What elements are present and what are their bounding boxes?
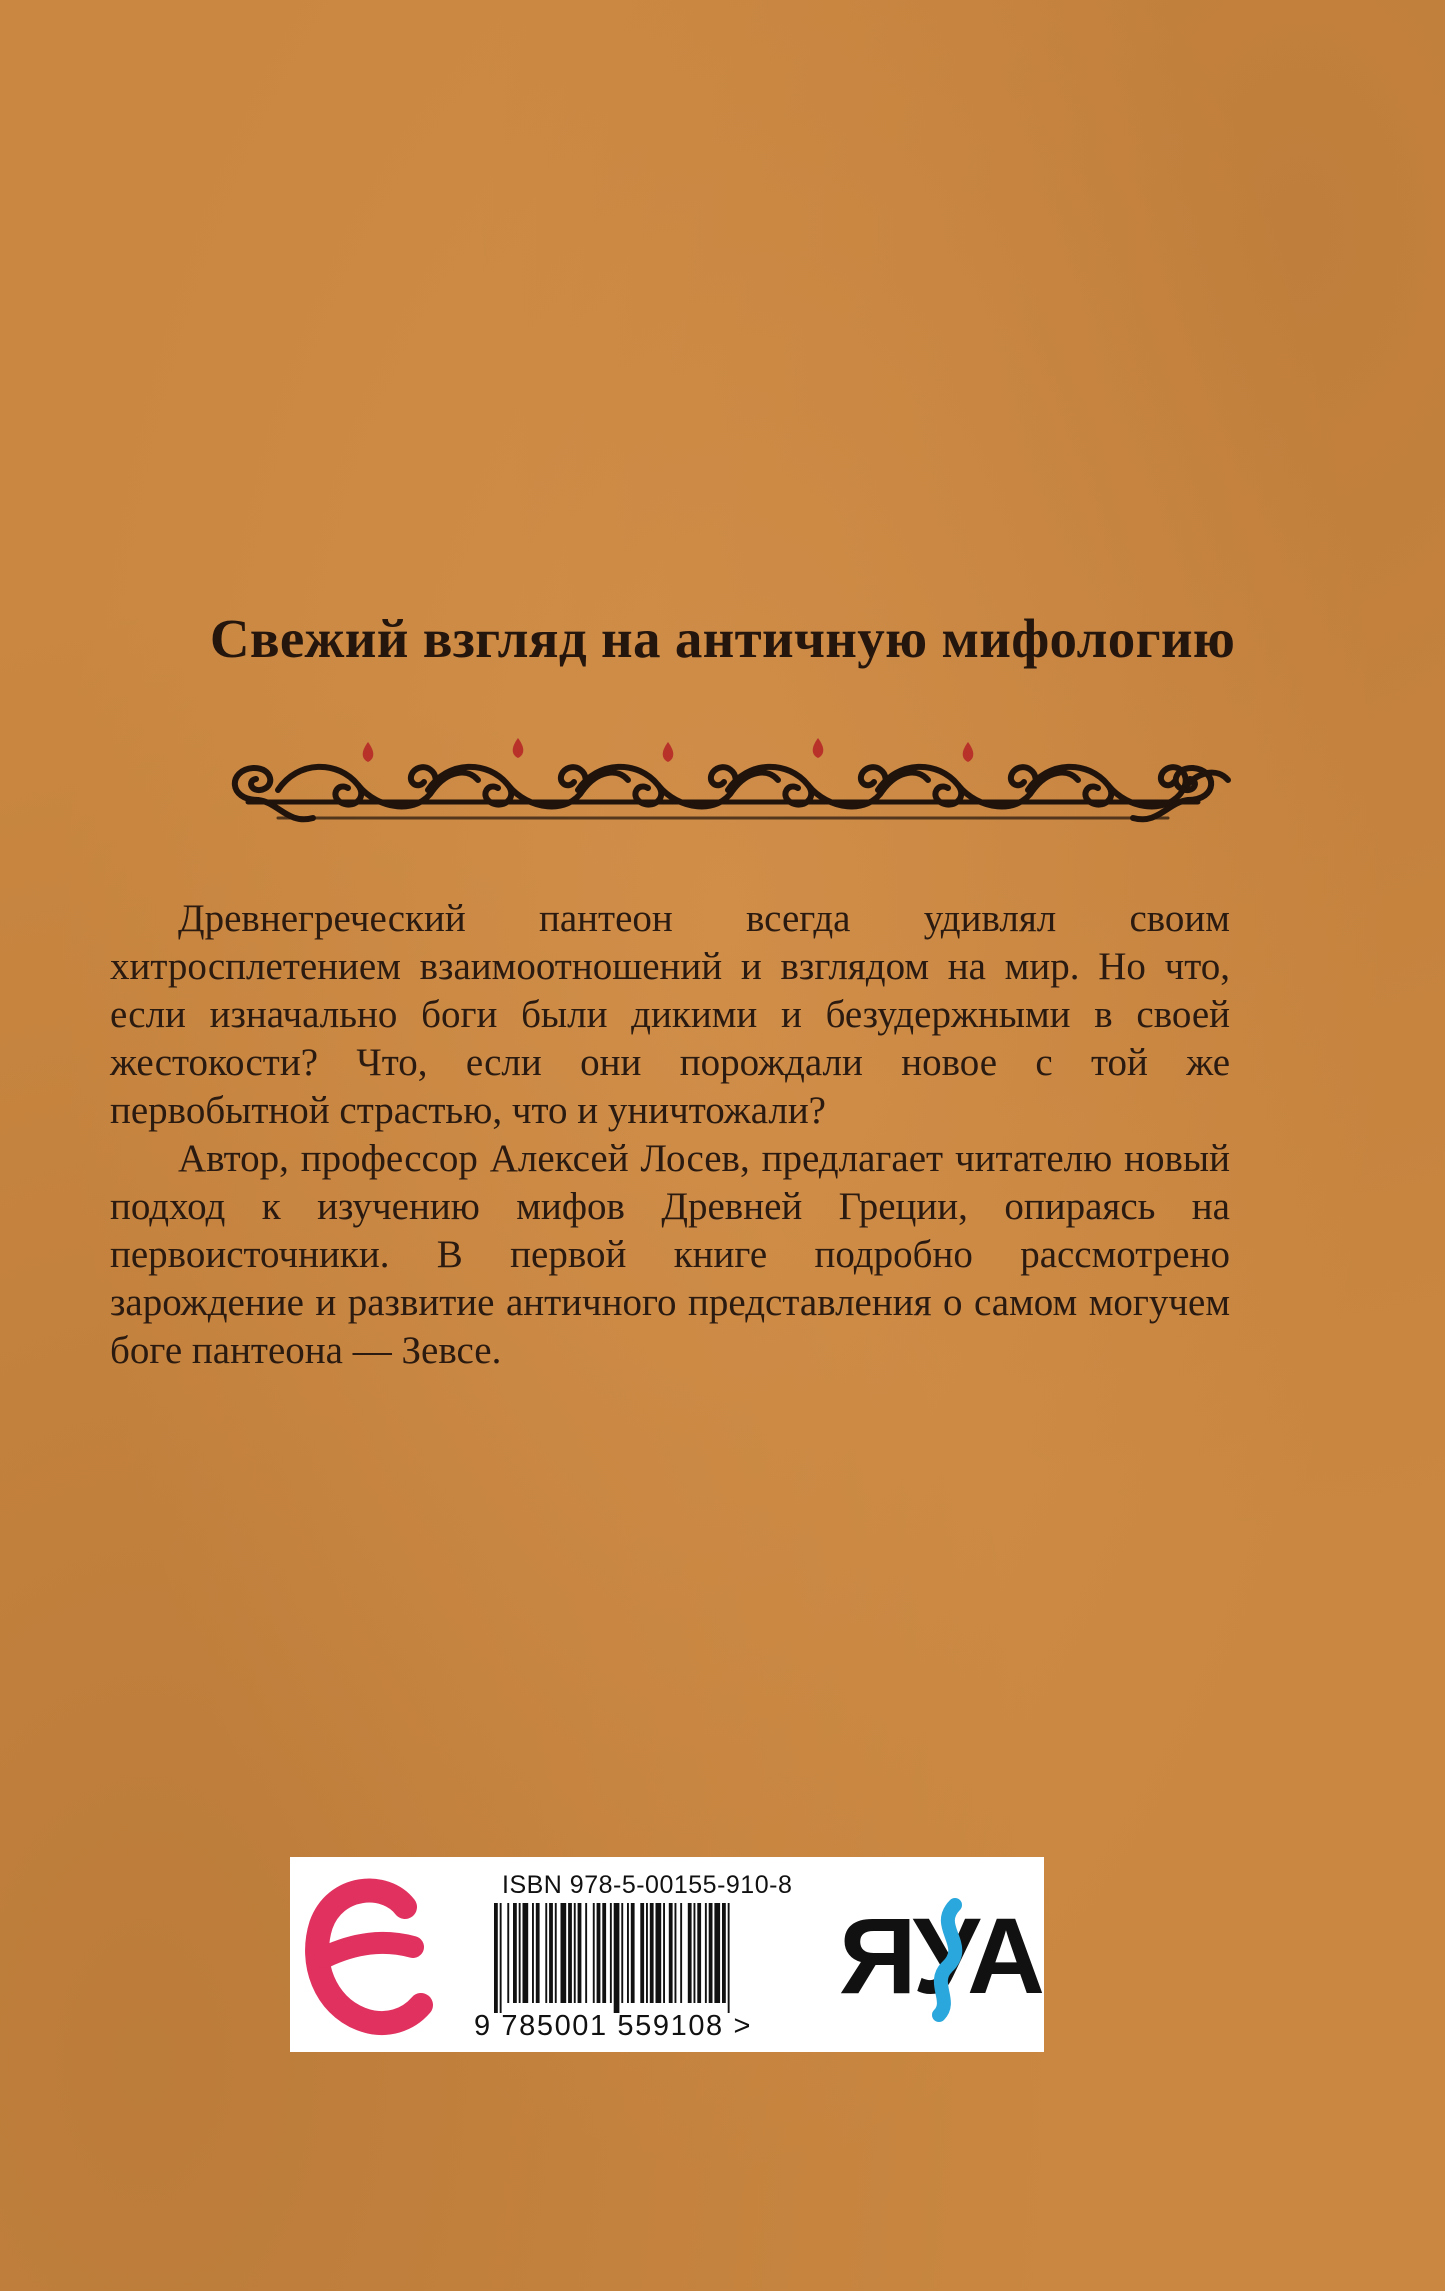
svg-text:А: А	[967, 1895, 1045, 2016]
barcode-bar	[688, 1903, 692, 2003]
barcode-bar	[519, 1903, 521, 2003]
barcode-bar	[549, 1903, 553, 2003]
barcode-bar	[663, 1903, 665, 2003]
barcode-bar	[722, 1903, 726, 2003]
barcode-bar	[714, 1903, 720, 2003]
isbn-number: ISBN 978-5-00155-910-8	[502, 1871, 793, 1899]
barcode-bar	[650, 1903, 654, 2003]
barcode-bar	[602, 1903, 606, 2003]
barcode-bar	[610, 1903, 612, 2003]
barcode-bar	[697, 1903, 701, 2003]
barcode-bar	[597, 1903, 601, 2003]
barcode-bar	[545, 1903, 547, 2003]
barcode	[490, 1903, 830, 2013]
decorative-scroll-ornament-icon	[218, 730, 1228, 845]
barcode-bar	[494, 1903, 498, 2013]
svg-text:ЯУ: ЯУ	[839, 1895, 976, 2016]
barcode-bar	[621, 1903, 623, 2003]
barcode-bar	[709, 1903, 713, 2003]
barcode-bar	[680, 1903, 682, 2003]
description-paragraph-2: Автор, профессор Алексей Лосев, предлагает читателю новый подход к изучению мифов Древней Греции, опираясь на первоисточники. В первой книге подробно рассмотрено зарождение и развитие античного представления о самом могучем боге пантеона — Зевсе.	[110, 1137, 1230, 1372]
barcode-bar	[568, 1903, 572, 2003]
barcode-bar	[646, 1903, 648, 2003]
barcode-bar	[507, 1903, 509, 2003]
barcode-bar	[532, 1903, 534, 2003]
description-paragraph-1: Древнегреческий пантеон всегда удивлял своим хитросплетением взаимоотношений и взглядом на мир. Но что, если изначально боги были дикими и безудержными в своей жестокости? Что, если они порождали новое с той же первобытной страстью, что и уничтожали?	[110, 897, 1230, 1132]
barcode-bar	[523, 1903, 529, 2003]
barcode-bar	[574, 1903, 576, 2003]
barcode-bar	[675, 1903, 677, 2003]
barcode-bar	[627, 1903, 629, 2003]
barcode-bar	[536, 1903, 540, 2003]
description	[110, 895, 1230, 1375]
barcode-bar	[614, 1903, 620, 2013]
eksmo-logo-icon	[305, 1873, 433, 2037]
barcode-bar	[728, 1903, 730, 2013]
barcode-panel	[290, 1857, 1044, 2052]
barcode-bar	[513, 1903, 517, 2003]
headline: Свежий взгляд на античную мифологию	[209, 608, 1236, 669]
barcode-bar	[640, 1903, 644, 2003]
barcode-bar	[578, 1903, 582, 2003]
yauza-logo-icon	[835, 1875, 1045, 2025]
barcode-bar	[669, 1903, 673, 2003]
barcode-bar	[705, 1903, 707, 2003]
barcode-bar	[561, 1903, 567, 2003]
barcode-bar	[694, 1903, 696, 2003]
barcode-digits: 9 785001 559108 >	[474, 2010, 752, 2042]
barcode-bar	[585, 1903, 587, 2003]
barcode-bar	[631, 1903, 635, 2003]
barcode-bar	[555, 1903, 557, 2003]
barcode-bar	[656, 1903, 662, 2003]
barcode-bar	[500, 1903, 502, 2013]
barcode-bar	[593, 1903, 595, 2003]
